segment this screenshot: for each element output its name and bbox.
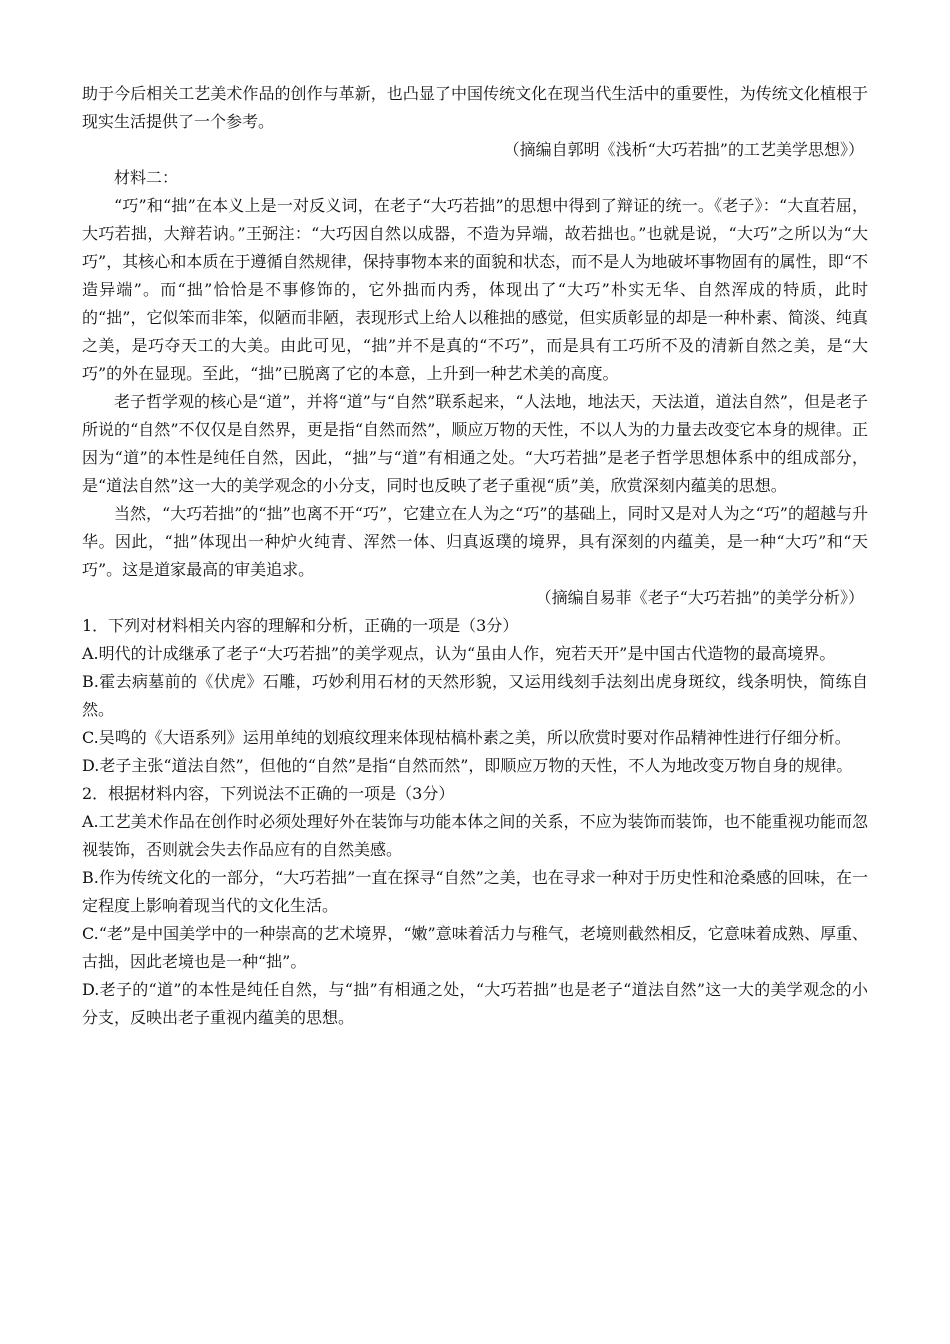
material2-paragraph-3: 当然，“大巧若拙”的“拙”也离不开“巧”，它建立在人为之“巧”的基础上，同时又是对人为之“巧”的超越与升华。因此，“拙”体现出一种炉火纯青、浑然一体、归真返璞的境界，具有深刻的内蕴美，是一种“大巧”和“天巧”。这是道家最高的审美追求。 <box>82 504 868 579</box>
question-1-option-a: A.明代的计成继承了老子“大巧若拙”的美学观点，认为“虽由人作，宛若天开”是中国古代造物的最高境界。 <box>82 644 836 663</box>
material2-source: （摘编自易菲《老子“大巧若拙”的美学分析》） <box>535 588 864 607</box>
question-1-option-c: C.吴鸣的《大语系列》运用单纯的划痕纹理来体现枯槁朴素之美，所以欣赏时要对作品精神性进行仔细分析。 <box>82 728 851 747</box>
material2-paragraph-1: “巧”和“拙”在本义上是一对反义词，在老子“大巧若拙”的思想中得到了辩证的统一。《老子》：“大直若屈，大巧若拙，大辩若讷。”王弼注：“大巧因自然以成器，不造为异端，故若拙也。”也就是说，“大巧”之所以为“大巧”，其核心和本质在于遵循自然规律，保持事物本来的面貌和状态，而不是人为地破坏事物固有的属性，即“不造异端”。而“拙”恰恰是不事修饰的，它外拙而内秀，体现出了“大巧”朴实无华、自然浑成的特质，此时的“拙”，它似笨而非笨，似陋而非陋，表现形式上给人以稚拙的感觉，但实质彰显的却是一种朴素、简淡、纯真之美，是巧夺天工的大美。由此可见，“拙”并不是真的“不巧”，而是具有工巧所不及的清新自然之美，是“大巧”的外在显现。至此，“拙”已脱离了它的本意，上升到一种艺术美的高度。 <box>82 196 868 383</box>
question-1-title: 1．下列对材料相关内容的理解和分析，正确的一项是（3分） <box>82 616 519 635</box>
question-2 <box>82 780 868 1032</box>
document-page <box>82 80 868 1032</box>
material2-heading: 材料二： <box>114 168 179 187</box>
question-2-option-a: A.工艺美术作品在创作时必须处理好外在装饰与功能本体之间的关系，不应为装饰而装饰，也不能重视功能而忽视装饰，否则就会失去作品应有的自然美感。 <box>82 812 868 859</box>
question-1 <box>82 612 868 780</box>
question-2-option-c: C.“老”是中国美学中的一种崇高的艺术境界，“嫩”意味着活力与稚气，老境则截然相反，它意味着成熟、厚重、古拙，因此老境也是一种“拙”。 <box>82 924 868 971</box>
material1-source: （摘编自郭明《浅析“大巧若拙”的工艺美学思想》） <box>503 140 864 159</box>
material1-tail-paragraph: 助于今后相关工艺美术作品的创作与革新，也凸显了中国传统文化在现当代生活中的重要性，为传统文化植根于现实生活提供了一个参考。 <box>82 84 868 131</box>
question-1-option-b: B.霍去病墓前的《伏虎》石雕，巧妙利用石材的天然形貌，又运用线刻手法刻出虎身斑纹，线条明快，简练自然。 <box>82 672 868 719</box>
question-2-title: 2．根据材料内容，下列说法不正确的一项是（3分） <box>82 784 455 803</box>
question-2-option-b: B.作为传统文化的一部分，“大巧若拙”一直在探寻“自然”之美，也在寻求一种对于历史性和沧桑感的回味，在一定程度上影响着现当代的文化生活。 <box>82 868 868 915</box>
question-2-option-d: D.老子的“道”的本性是纯任自然，与“拙”有相通之处，“大巧若拙”也是老子“道法自然”这一大的美学观念的小分支，反映出老子重视内蕴美的思想。 <box>82 980 868 1027</box>
material2-paragraph-2: 老子哲学观的核心是“道”，并将“道”与“自然”联系起来，“人法地，地法天，天法道，道法自然”，但是老子所说的“自然”不仅仅是自然界，更是指“自然而然”，顺应万物的天性，不以人为的力量去改变它本身的规律。正因为“道”的本性是纯任自然，因此，“拙”与“道”有相通之处。“大巧若拙”是老子哲学思想体系中的组成部分，是“道法自然”这一大的美学观念的小分支，同时也反映了老子重视“质”美，欣赏深刻内蕴美的思想。 <box>82 392 868 495</box>
question-1-option-d: D.老子主张“道法自然”，但他的“自然”是指“自然而然”，即顺应万物的天性，不人为地改变万物自身的规律。 <box>82 756 853 775</box>
